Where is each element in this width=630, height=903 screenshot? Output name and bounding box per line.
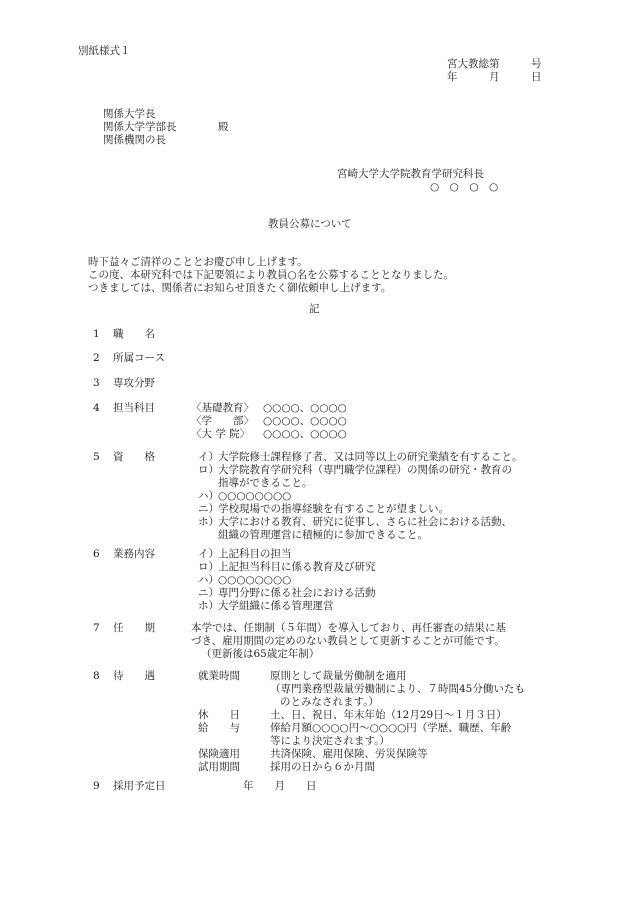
qualifications-list: [198, 451, 523, 542]
subject-title: 教員公募について: [268, 218, 352, 230]
item-number: 8: [93, 670, 100, 682]
condition-key: [198, 683, 270, 696]
list-marker: ホ）: [198, 600, 219, 612]
item-number: 5: [93, 451, 100, 463]
item-label-start-date: 採用予定日: [113, 780, 166, 792]
list-marker: [198, 529, 218, 542]
item-label-course: 所属コース: [113, 352, 165, 364]
list-marker: ハ）: [198, 574, 219, 586]
list-text: 大学組織に係る管理運営: [218, 600, 334, 612]
document-date: 年 月 日: [447, 71, 542, 83]
item-label-field: 専攻分野: [113, 377, 155, 389]
condition-key: 休 日: [198, 709, 240, 721]
term-line: （更新後は65歳定年制）: [201, 648, 320, 660]
item-number: 9: [93, 780, 100, 792]
list-text: 上記担当科目に係る教育及び研究: [218, 561, 376, 573]
condition-value: のとみなされます。）: [280, 696, 379, 708]
item-label-conditions: 待 遇: [113, 670, 155, 682]
item-number: 2: [93, 352, 100, 364]
document-number: 宮大教総第 号: [447, 58, 542, 70]
list-text: 大学院教育学研究科（専門職学位課程）の関係の研究・教育の: [218, 464, 512, 476]
greeting-line: つきましては、関係者にお知らせ頂きたく御依頼申し上げます。: [88, 282, 392, 294]
condition-value: 等により決定されます。）: [270, 735, 390, 747]
item-label-duties: 業務内容: [113, 548, 155, 560]
subject-names: ○○○○、○○○○: [263, 402, 347, 414]
honorific: 殿: [218, 121, 229, 133]
greeting-paragraph: [88, 256, 454, 295]
item-label-term: 任 期: [113, 622, 155, 634]
addressee-3: 関係機関の長: [103, 134, 166, 146]
item-number: 7: [93, 622, 100, 634]
form-label: 別紙様式１: [78, 45, 131, 57]
conditions-list: [198, 670, 525, 774]
list-marker: ハ）: [198, 490, 219, 502]
subject-category: 〈大 学 院〉: [191, 428, 251, 440]
list-text: 大学における教育、研究に従事し、さらに社会における活動、: [218, 516, 512, 528]
addressee-1: 関係大学長: [103, 108, 156, 120]
item-number: 1: [93, 328, 100, 340]
list-marker: ロ）: [198, 464, 219, 476]
greeting-line: この度、本研究科では下記要領により教員○名を公募することとなりました。: [88, 269, 455, 281]
list-text: ○○○○○○○○: [218, 490, 292, 502]
condition-value: （専門業務型裁量労働制により、７時間45分働いたも: [270, 683, 525, 695]
condition-key: [198, 696, 270, 709]
list-text: ○○○○○○○○: [218, 574, 292, 586]
subject-category: 〈基礎教育〉: [191, 402, 254, 414]
greeting-line: 時下益々ご清祥のこととお慶び申し上げます。: [88, 256, 308, 268]
list-text: 組織の管理運営に積極的に参加できること。: [218, 529, 428, 541]
list-text: 大学院修士課程修了者、又は同等以上の研究業績を有すること。: [218, 451, 523, 463]
list-text: 専門分野に係る社会における活動: [218, 587, 376, 599]
item-number: 4: [93, 402, 100, 414]
item-label-position: 職 名: [113, 328, 155, 340]
list-marker: ニ）: [198, 587, 219, 599]
subject-names: ○○○○、○○○○: [263, 428, 347, 440]
start-date-value: 年 月 日: [243, 780, 317, 792]
condition-value: 土、日、祝日、年末年始（12月29日～１月３日）: [270, 709, 507, 721]
condition-value: 原則として裁量労働制を適用: [270, 670, 407, 682]
subject-category: 〈学 部〉: [191, 415, 254, 427]
list-marker: ロ）: [198, 561, 219, 573]
list-text: 上記科目の担当: [218, 548, 292, 560]
addressee-2: 関係大学学部長: [103, 121, 177, 133]
condition-value: 共済保険、雇用保険、労災保険等: [270, 748, 428, 760]
condition-key: 試用期間: [198, 761, 240, 773]
sender-name: ○ ○ ○ ○: [430, 181, 499, 193]
list-marker: ホ）: [198, 516, 219, 528]
ki-heading: 記: [309, 303, 320, 315]
sender-title: 宮崎大学大学院教育学研究科長: [337, 168, 484, 180]
list-text: 指導ができること。: [218, 477, 313, 489]
list-text: 学校現場での指導経験を有することが望ましい。: [218, 503, 449, 515]
duties-list: [198, 548, 376, 613]
condition-key: 給 与: [198, 722, 240, 734]
list-marker: [198, 477, 218, 490]
condition-key: 保険適用: [198, 748, 240, 760]
list-marker: イ）: [198, 548, 219, 560]
item-label-subjects: 担当科目: [113, 402, 155, 414]
list-marker: イ）: [198, 451, 219, 463]
item-number: 6: [93, 548, 100, 560]
subject-names: ○○○○、○○○○: [263, 415, 347, 427]
item-label-qualifications: 資 格: [113, 451, 155, 463]
condition-value: 採用の日から６か月間: [270, 761, 375, 773]
condition-key: 就業時間: [198, 670, 240, 682]
term-line: づき、雇用期間の定めのない教員として更新することが可能です。: [191, 635, 505, 647]
item-number: 3: [93, 377, 100, 389]
term-line: 本学では、任期制（５年間）を導入しており、再任審査の結果に基: [191, 622, 506, 634]
condition-value: 俸給月額○○○○円～○○○○円（学歴、職歴、年齢: [270, 722, 512, 734]
term-description: [191, 622, 506, 661]
condition-key: [198, 735, 270, 748]
subjects-list: [191, 402, 347, 441]
list-marker: ニ）: [198, 503, 219, 515]
